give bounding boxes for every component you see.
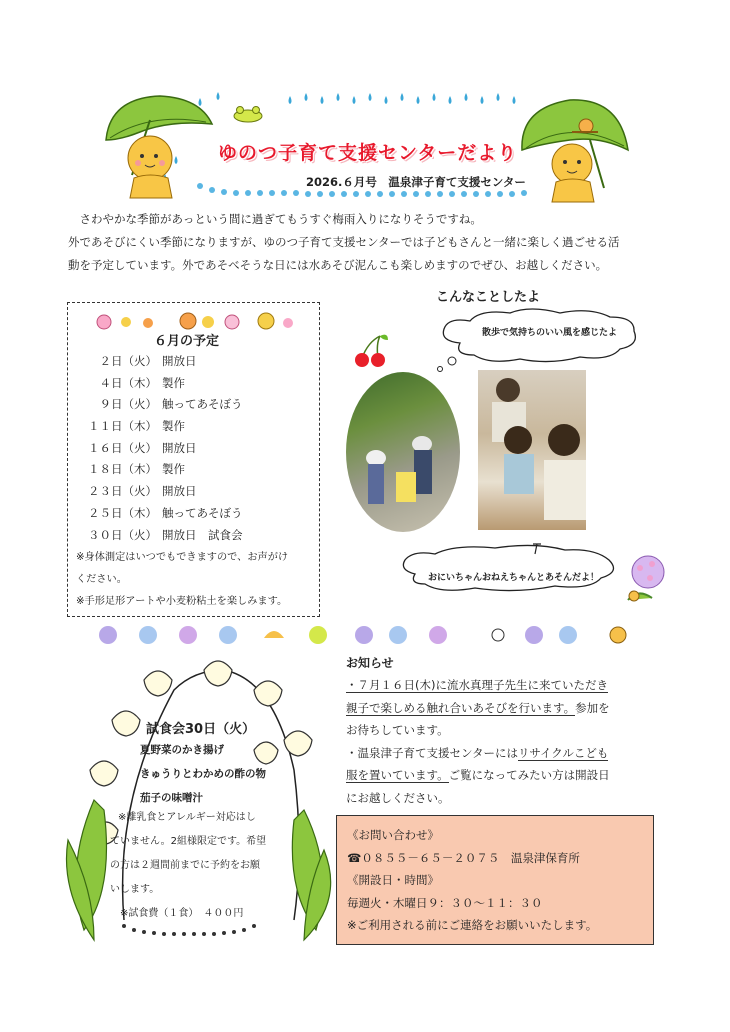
tasting-note: の方は２週間前までに予約をお願	[110, 860, 260, 871]
schedule-row	[88, 416, 243, 438]
notice-line	[346, 674, 651, 697]
schedule-note: ※身体測定はいつでもできますので、お声がけ	[76, 552, 289, 563]
thought-cloud-top	[430, 305, 650, 375]
notice-line: お待ちしています。	[346, 723, 449, 737]
schedule-note: ※手形足形アートや小麦粉粘土を楽しみます。	[76, 596, 288, 607]
contact-note: ※ご利用される前にご連絡をお願いいたします。	[347, 918, 598, 932]
intro-line: さわやかな季節があっという間に過ぎてもうすぐ梅雨入りになりそうですね。	[68, 212, 482, 226]
activities-title: こんなことしたよ	[436, 290, 541, 305]
contact-box	[336, 815, 654, 945]
hours-label: 《開設日・時間》	[347, 873, 439, 887]
schedule-row	[88, 503, 243, 525]
hydrangea-divider-icons	[99, 626, 626, 644]
schedule-event: 開放日	[162, 484, 197, 499]
schedule-event: 触ってあそぼう	[162, 505, 243, 520]
schedule-date: ２３日（火）	[88, 484, 157, 499]
schedule-event: 触ってあそぼう	[162, 397, 243, 412]
notice-text: 参加を	[575, 700, 610, 715]
schedule-header-decoration	[90, 310, 300, 332]
schedule-date: １８日（木）	[88, 462, 157, 477]
notice-line	[346, 764, 651, 787]
cherry-icon	[350, 330, 390, 370]
notice-text: ・温泉津子育て支援センターには	[346, 745, 519, 760]
notice-line	[346, 697, 651, 720]
issue-subtitle: 2026.６月号 温泉津子育て支援センター	[306, 175, 526, 189]
notice-title: お知らせ	[346, 656, 394, 670]
tasting-note: ていません。2組様限定です。希望	[110, 836, 267, 847]
newsletter-title: ゆのつ子育て支援センターだより	[218, 142, 518, 164]
notice-text: ご覧になってみたい方は開設日	[448, 768, 610, 782]
tasting-note: いします。	[110, 884, 160, 895]
schedule-notes	[76, 547, 314, 613]
divider-decoration	[88, 622, 648, 648]
notice-text: 服を置いています。	[346, 768, 449, 782]
schedule-event: 開放日	[162, 440, 197, 455]
notice-text: リサイクルこども	[518, 745, 609, 760]
notice-line: にお越しください。	[346, 790, 450, 805]
tasting-title: 試食会30日（火）	[146, 722, 256, 737]
tasting-note: ※離乳食とアレルギー対応はし	[118, 812, 256, 823]
menu-item: 茄子の味噌汁	[140, 792, 203, 804]
leaf-umbrella-character-left-icon	[106, 96, 212, 198]
frog-icon	[234, 107, 262, 123]
thought-cloud-bottom-text: おにいちゃんおねえちゃんとあそんだよ！	[428, 573, 600, 583]
schedule-event: 開放日	[162, 354, 197, 368]
intro-line: 動を予定しています。外であそべそうな日には水あそび泥んこも楽しめますのでぜひ、お越しください。	[68, 258, 608, 272]
character-icons-row	[97, 313, 293, 329]
hydrangea-snail-icon	[622, 550, 672, 610]
menu-item: きゅうりとわかめの酢の物	[140, 768, 266, 780]
thought-cloud-bottom	[395, 540, 625, 596]
schedule-row	[88, 481, 243, 503]
notice-line	[346, 742, 651, 765]
schedule-date: ９日（火）	[88, 397, 157, 412]
menu-item: 夏野菜のかき揚げ	[140, 744, 224, 756]
photo-indoor-play	[478, 370, 586, 530]
schedule-date: ３０日（火）	[88, 527, 157, 542]
schedule-row	[88, 394, 243, 416]
schedule-row	[88, 525, 243, 547]
schedule-date: ４日（木）	[88, 375, 157, 390]
photo-indoor-play-image	[478, 370, 586, 530]
schedule-event: 製作	[162, 375, 185, 390]
notice-text: 親子で楽しめる触れ合いあそびを行います。	[346, 700, 576, 715]
photo-walk-children	[346, 372, 460, 532]
schedule-row	[88, 373, 243, 395]
tasting-note: ※試食費（１食） ４００円	[120, 908, 244, 919]
schedule-date: １６日（火）	[88, 440, 157, 455]
schedule-date: ２日（火）	[88, 354, 157, 368]
schedule-event: 製作	[162, 462, 185, 477]
notice-text: ・７月１６日(木)に流水真理子先生に来ていただき	[346, 678, 608, 692]
schedule-row	[88, 351, 243, 373]
schedule-title: ６月の予定	[154, 334, 220, 349]
photo-walk-children-image	[346, 372, 460, 532]
inquiry-label: 《お問い合わせ》	[347, 828, 439, 842]
schedule-event: 開放日 試食会	[162, 527, 243, 542]
schedule-list	[88, 351, 243, 546]
intro-line: 外であそびにくい季節になりますが、ゆのつ子育て支援センターでは子どもさんと一緒に楽しく過ごせる活	[68, 235, 620, 249]
opening-hours: 毎週火・木曜日９：３０～１１：３０	[347, 895, 543, 910]
phone-number: ☎０８５５－６５－２０７５ 温泉津保育所	[347, 850, 580, 865]
tasting-notes	[110, 806, 280, 926]
thought-cloud-top-text: 散歩で気持ちのいい風を感じたよ	[482, 328, 618, 338]
raindrops-decoration	[164, 92, 516, 182]
schedule-row	[88, 459, 243, 481]
schedule-date: １１日（木）	[88, 419, 157, 434]
tasting-menu	[140, 738, 266, 810]
schedule-event: 製作	[162, 419, 185, 434]
leaf-umbrella-character-right-icon	[522, 100, 628, 202]
schedule-date: ２５日（木）	[88, 505, 157, 520]
schedule-row	[88, 438, 243, 460]
schedule-note: ください。	[76, 574, 127, 585]
intro-text	[68, 208, 668, 277]
notice-body	[346, 674, 651, 809]
